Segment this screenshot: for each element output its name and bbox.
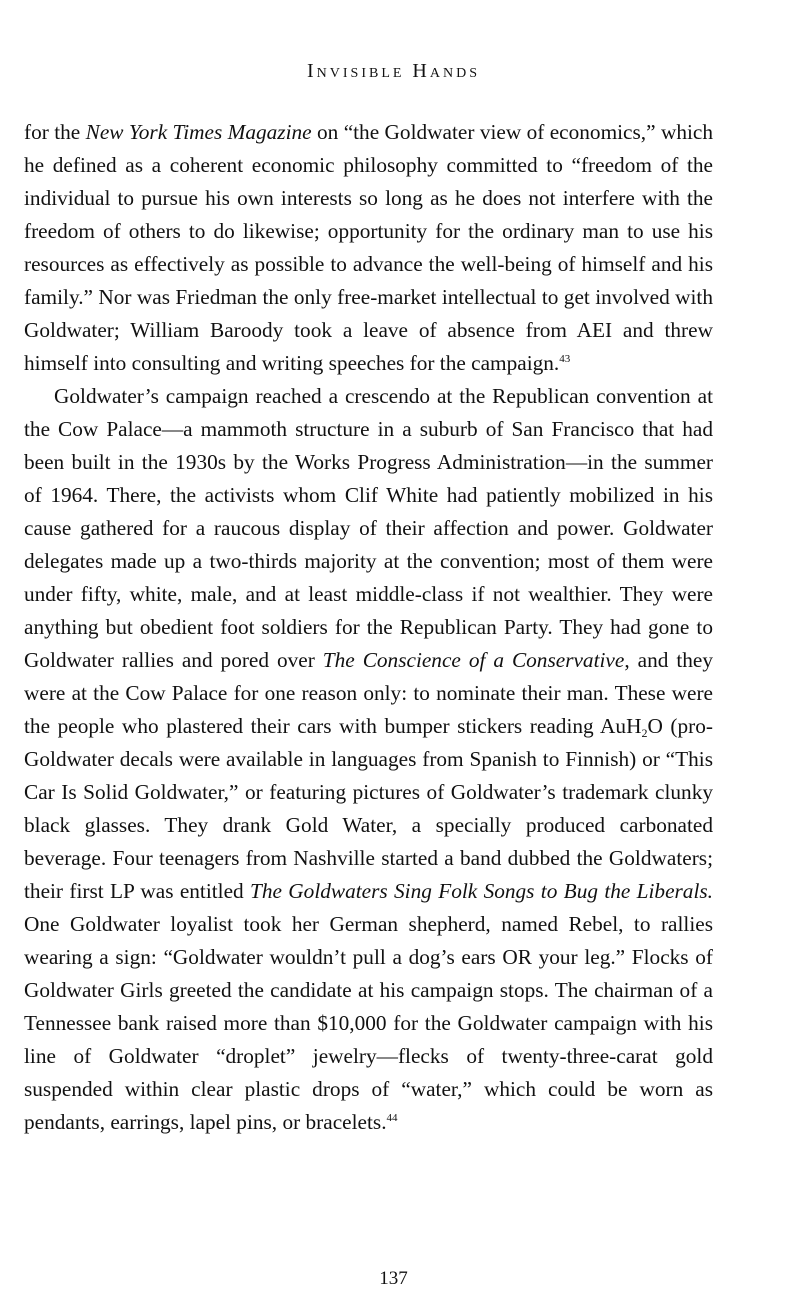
p2-text-4: One Goldwater loyalist took her German shepherd, named Rebel, to rallies wearing a sign: “Goldwater wouldn’t pull a dog’s ears OR your leg.” Flocks of Goldwater Girls greeted the candidate at his campaign stops. The chairman of a Tennessee bank raised more than $10,000 for the Goldwater campaign with his line of Goldwater “droplet” jewelry—flecks of twenty-three-carat gold suspended within clear plastic drops of “water,” which could be worn as pendants, earrings, lapel pins, or bracelets. (24, 912, 713, 1134)
p1-text-1: for the (24, 120, 86, 144)
footnote-ref-43: 43 (559, 353, 571, 365)
p2-text-2: , and they were at the Cow Palace for one reason only: to nominate their man. These were the people who plastered their cars with bumper stickers reading AuH (24, 648, 713, 738)
p2-text-1: Goldwater’s campaign reached a crescendo at the Republican convention at the Cow Palace—a mammoth structure in a suburb of San Francisco that had been built in the 1930s by the Works Progress Administration—in the summer of 1964. There, the activists whom Clif White had patiently mobilized in his cause gathered for a raucous display of their affection and power. Goldwater delegates made up a two-thirds majority at the convention; most of them were under fifty, white, male, and at least middle-class if not wealthier. They were anything but obedient foot soldiers for the Republican Party. They had gone to Goldwater rallies and pored over (24, 384, 713, 672)
running-head: Invisible Hands (307, 60, 480, 82)
subscript-2: 2 (641, 726, 648, 740)
p1-italic-title: New York Times Magazine (85, 120, 312, 144)
page-number: 137 (379, 1268, 408, 1289)
paragraph-1 (24, 116, 713, 380)
footnote-ref-44: 44 (386, 1112, 398, 1124)
p2-text-3: O (pro-Goldwater decals were available in languages from Spanish to Finnish) or “This Car Is Solid Goldwater,” or featuring pictures of Goldwater’s trademark clunky black glasses. They drank Gold Water, a specially produced carbonated beverage. Four teenagers from Nashville started a band dubbed the Goldwaters; their first LP was entitled (24, 714, 713, 903)
p2-italic-title-1: The Conscience of a Conservative (322, 648, 625, 672)
body-text (24, 116, 713, 1139)
p2-italic-title-2: The Goldwaters Sing Folk Songs to Bug the Liberals. (250, 879, 713, 903)
paragraph-2 (24, 380, 713, 1139)
p1-text-2: on “the Goldwater view of economics,” which he defined as a coherent economic philosophy committed to “freedom of the individual to pursue his own interests so long as he does not interfere with the freedom of others to do likewise; opportunity for the ordinary man to use his resources as effectively as possible to advance the well-being of himself and his family.” Nor was Friedman the only free-market intellectual to get involved with Goldwater; William Baroody took a leave of absence from AEI and threw himself into consulting and writing speeches for the campaign. (24, 120, 714, 375)
